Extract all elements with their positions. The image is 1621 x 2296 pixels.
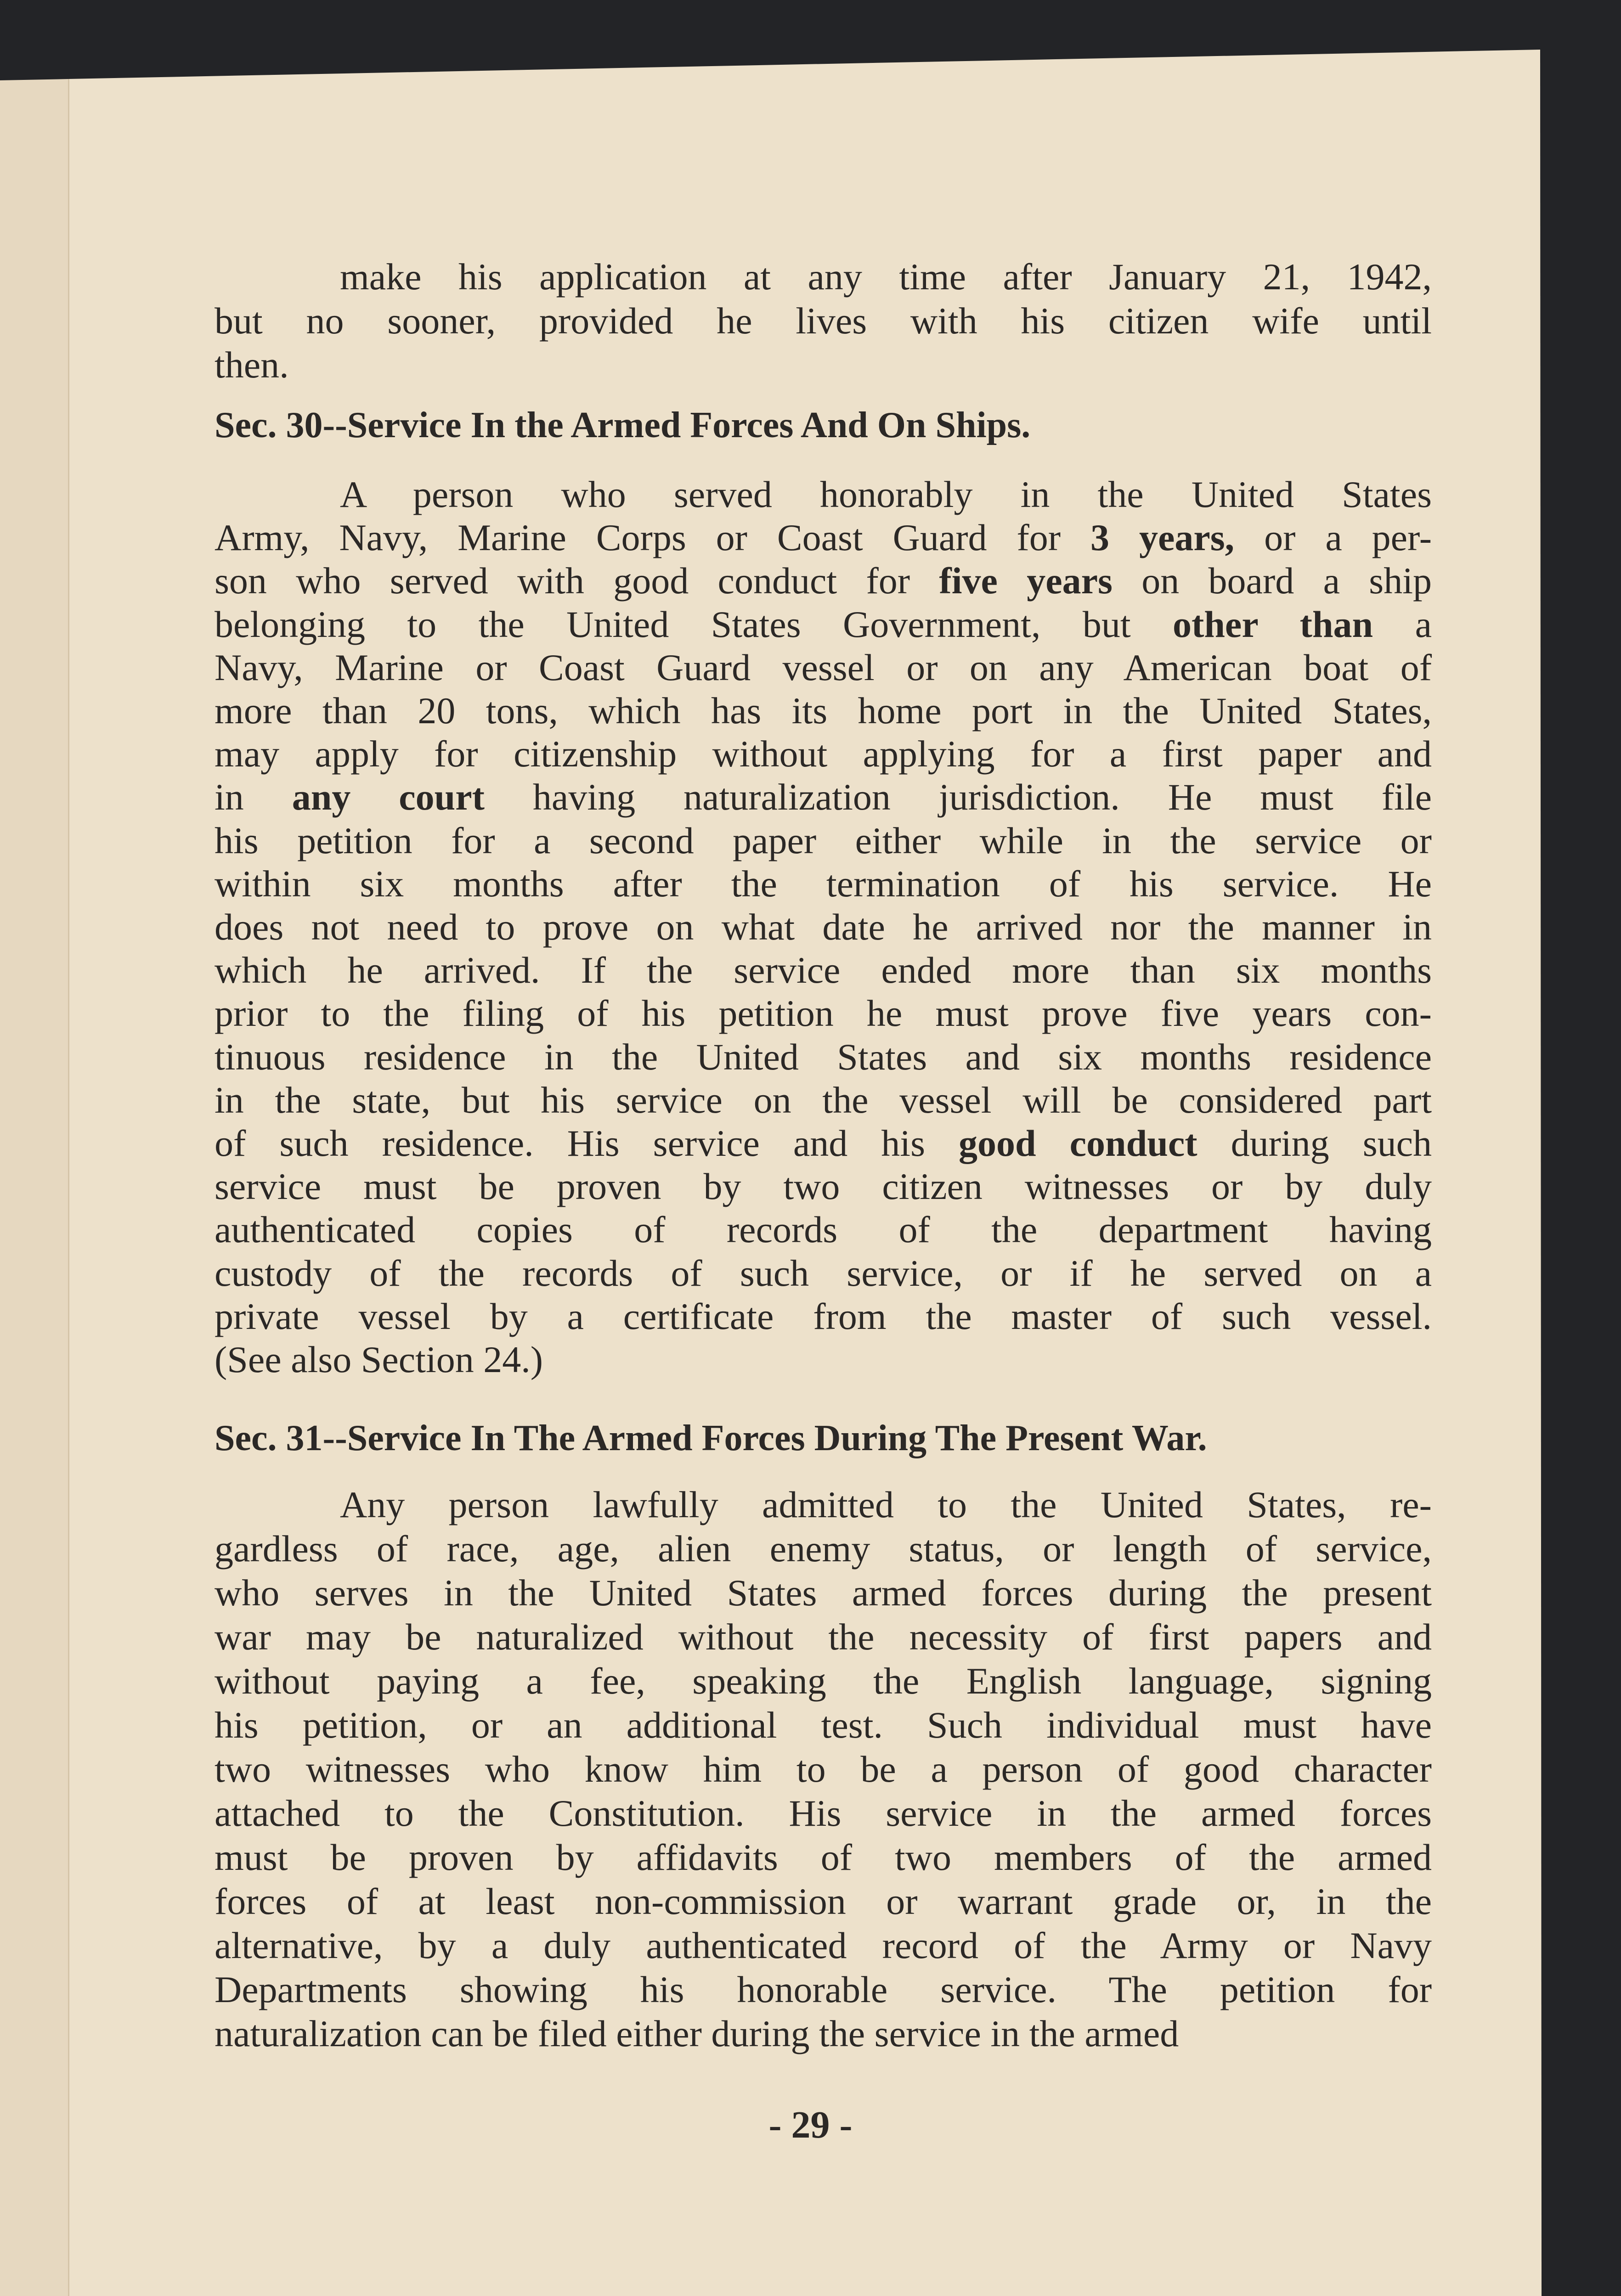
paragraph-line: [340, 473, 1432, 516]
text-run: then.: [215, 344, 289, 386]
paragraph-line: [215, 1165, 1432, 1208]
page-fold: [68, 79, 69, 2296]
section-31-heading: Sec. 31--Service In The Armed Forces During The Present War.: [215, 1418, 1207, 1458]
text-run: in: [215, 776, 292, 818]
text-run: having naturalization jurisdiction. He must file: [484, 776, 1432, 818]
text-run: on board a ship: [1112, 560, 1432, 602]
paragraph-line: [215, 689, 1432, 732]
text-run: which he arrived. If the service ended more than six months: [215, 949, 1432, 991]
bold-text: 3 years,: [1090, 517, 1235, 559]
text-run: within six months after the termination of his service. He: [215, 862, 1432, 905]
paragraph-line: [340, 255, 1432, 298]
text-run: who serves in the United States armed forces during the present: [215, 1572, 1432, 1614]
text-run: does not need to prove on what date he arrived nor the manner in: [215, 906, 1432, 948]
paragraph-line: [215, 1747, 1432, 1791]
text-run: a: [1373, 603, 1432, 645]
paragraph-line: [215, 905, 1432, 949]
text-run: more than 20 tons, which has its home port in the United States,: [215, 690, 1432, 732]
text-run: tinuous residence in the United States and six months residence: [215, 1035, 1432, 1078]
paragraph-line: [215, 2012, 1432, 2055]
paragraph-line: [215, 819, 1432, 862]
text-run: service must be proven by two citizen witnesses or by duly: [215, 1165, 1432, 1208]
paragraph-line: [215, 602, 1432, 646]
paragraph-line: [215, 1835, 1432, 1879]
text-run: of such residence. His service and his: [215, 1122, 959, 1164]
paragraph-line: [215, 1078, 1432, 1122]
bold-text: other than: [1173, 603, 1373, 645]
text-run: Any person lawfully admitted to the United States, re-: [340, 1484, 1432, 1525]
paragraph-line: [215, 646, 1432, 689]
text-run: custody of the records of such service, or if he served on a: [215, 1252, 1432, 1294]
bold-text: any court: [292, 776, 485, 818]
paragraph-line: [215, 1880, 1432, 1923]
text-run: alternative, by a duly authenticated record of the Army or Navy: [215, 1925, 1432, 1966]
paragraph-line: [340, 1483, 1432, 1526]
paragraph-line: [215, 775, 1432, 819]
text-run: war may be naturalized without the necessity of first papers and: [215, 1616, 1432, 1658]
text-run: Navy, Marine or Coast Guard vessel or on any American boat of: [215, 646, 1432, 688]
text-run: A person who served honorably in the United States: [340, 473, 1432, 515]
paragraph-line: [215, 948, 1432, 992]
paragraph-line: [215, 1251, 1432, 1295]
text-run: attached to the Constitution. His service in the armed forces: [215, 1792, 1432, 1834]
paragraph-line: [215, 732, 1432, 776]
paragraph-line: [215, 1659, 1432, 1703]
text-run: prior to the filing of his petition he must prove five years con-: [215, 992, 1432, 1035]
paragraph-line: [215, 1121, 1432, 1165]
text-run: make his application at any time after January 21, 1942,: [340, 256, 1432, 298]
paragraph-line: [215, 1338, 1432, 1381]
text-run: son who served with good conduct for: [215, 560, 939, 602]
text-run: his petition for a second paper either while in the service or: [215, 819, 1432, 861]
paragraph-line: [215, 1968, 1432, 2011]
paragraph-line: [215, 1035, 1432, 1079]
paragraph-line: [215, 1294, 1432, 1338]
section-30-heading: Sec. 30--Service In the Armed Forces And On Ships.: [215, 405, 1031, 445]
text-run: gardless of race, age, alien enemy status, or length of service,: [215, 1528, 1432, 1570]
paragraph-line: [215, 516, 1432, 559]
paragraph-line: [215, 862, 1432, 906]
paragraph-line: [215, 1791, 1432, 1835]
bold-text: good conduct: [959, 1122, 1197, 1164]
paragraph-line: [215, 1615, 1432, 1659]
text-run: Departments showing his honorable service. The petition for: [215, 1969, 1432, 2010]
paragraph-line: [215, 991, 1432, 1035]
text-run: his petition, or an additional test. Such individual must have: [215, 1704, 1432, 1746]
text-run: private vessel by a certificate from the master of such vessel.: [215, 1295, 1432, 1337]
text-run: may apply for citizenship without applying for a first paper and: [215, 733, 1432, 775]
paragraph-line: [215, 1208, 1432, 1251]
text-run: authenticated copies of records of the department having: [215, 1209, 1432, 1251]
text-run: forces of at least non-commission or warrant grade or, in the: [215, 1880, 1432, 1922]
text-run: without paying a fee, speaking the English language, signing: [215, 1660, 1432, 1702]
paragraph-line: [215, 343, 1432, 387]
text-run: two witnesses who know him to be a person of good character: [215, 1748, 1432, 1790]
text-run: must be proven by affidavits of two members of the armed: [215, 1836, 1432, 1878]
text-run: or a per-: [1234, 517, 1432, 559]
facing-page-edge: [0, 0, 69, 2296]
paragraph-line: [215, 299, 1432, 343]
page-number: - 29 -: [768, 2104, 853, 2146]
paragraph-line: [215, 1924, 1432, 1967]
paragraph-line: [215, 559, 1432, 602]
text-run: (See also Section 24.): [215, 1339, 543, 1380]
text-run: belonging to the United States Government, but: [215, 603, 1173, 645]
text-run: naturalization can be filed either during the service in the armed: [215, 2013, 1179, 2054]
paragraph-line: [215, 1703, 1432, 1747]
paragraph-line: [215, 1571, 1432, 1615]
bold-text: five years: [939, 560, 1113, 602]
text-run: during such: [1197, 1122, 1432, 1164]
text-run: but no sooner, provided he lives with his citizen wife until: [215, 300, 1432, 342]
text-run: Army, Navy, Marine Corps or Coast Guard for: [215, 517, 1091, 559]
text-run: in the state, but his service on the vessel will be considered part: [215, 1079, 1432, 1121]
paragraph-line: [215, 1527, 1432, 1570]
